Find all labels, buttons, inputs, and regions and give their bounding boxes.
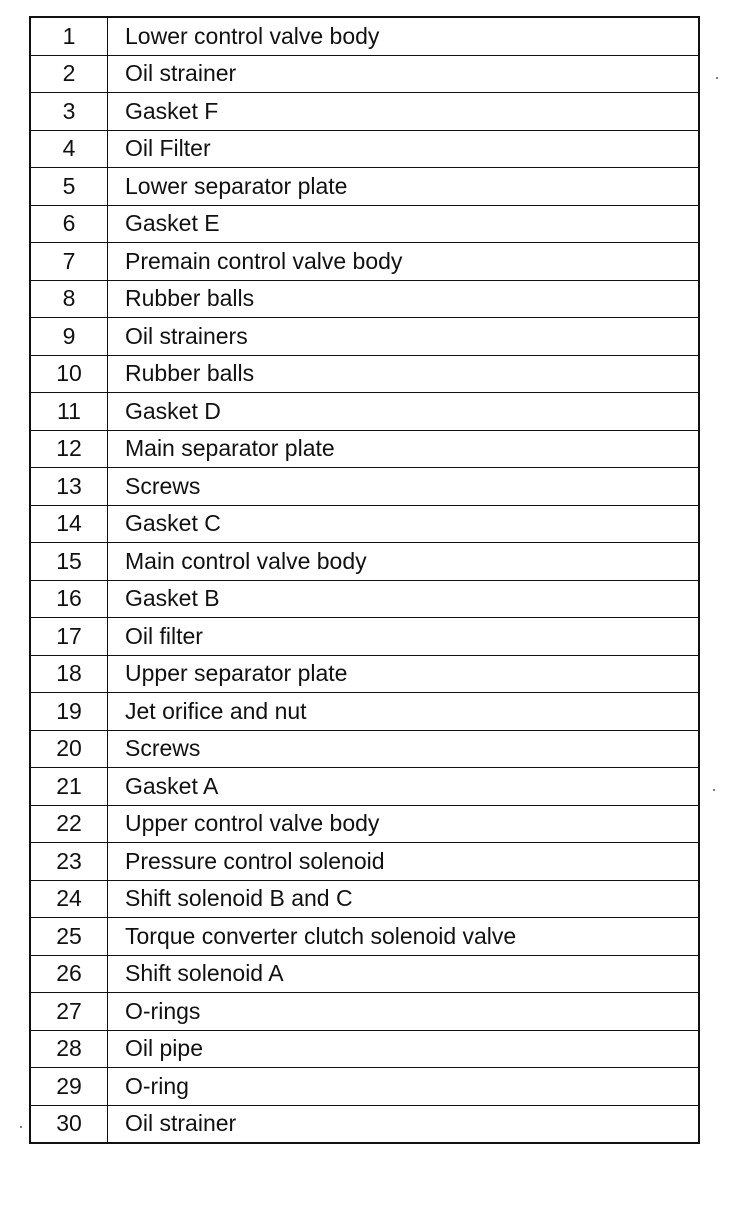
table-row <box>30 17 699 55</box>
table-row <box>30 393 699 431</box>
part-number: 5 <box>30 168 108 206</box>
part-description: Gasket C <box>108 505 700 543</box>
table-row <box>30 543 699 581</box>
part-number: 19 <box>30 693 108 731</box>
part-description: O-rings <box>108 993 700 1031</box>
part-number: 18 <box>30 655 108 693</box>
part-description: Main control valve body <box>108 543 700 581</box>
table-row <box>30 55 699 93</box>
part-number: 24 <box>30 880 108 918</box>
part-number: 11 <box>30 393 108 431</box>
table-row <box>30 1030 699 1068</box>
part-number: 10 <box>30 355 108 393</box>
table-row <box>30 93 699 131</box>
part-description: Gasket B <box>108 580 700 618</box>
part-description: Upper separator plate <box>108 655 700 693</box>
part-description: Gasket F <box>108 93 700 131</box>
part-number: 9 <box>30 318 108 356</box>
part-description: O-ring <box>108 1068 700 1106</box>
part-number: 15 <box>30 543 108 581</box>
table-row <box>30 168 699 206</box>
part-description: Premain control valve body <box>108 243 700 281</box>
part-number: 1 <box>30 17 108 55</box>
part-number: 21 <box>30 768 108 806</box>
table-row <box>30 355 699 393</box>
table-row <box>30 693 699 731</box>
table-row <box>30 205 699 243</box>
part-description: Oil pipe <box>108 1030 700 1068</box>
part-description: Screws <box>108 468 700 506</box>
part-number: 30 <box>30 1105 108 1143</box>
table-row <box>30 618 699 656</box>
parts-table-body <box>30 17 699 1143</box>
part-description: Oil Filter <box>108 130 700 168</box>
table-row <box>30 280 699 318</box>
part-description: Screws <box>108 730 700 768</box>
part-description: Upper control valve body <box>108 805 700 843</box>
part-description: Oil strainer <box>108 55 700 93</box>
scan-speck <box>716 77 718 79</box>
part-number: 27 <box>30 993 108 1031</box>
table-row <box>30 655 699 693</box>
part-number: 25 <box>30 918 108 956</box>
part-number: 4 <box>30 130 108 168</box>
table-row <box>30 430 699 468</box>
table-row <box>30 843 699 881</box>
table-row <box>30 505 699 543</box>
table-row <box>30 580 699 618</box>
table-row <box>30 768 699 806</box>
scan-speck <box>20 1126 22 1128</box>
part-number: 13 <box>30 468 108 506</box>
table-row <box>30 1068 699 1106</box>
table-row <box>30 993 699 1031</box>
table-row <box>30 730 699 768</box>
part-number: 6 <box>30 205 108 243</box>
table-row <box>30 130 699 168</box>
part-description: Rubber balls <box>108 355 700 393</box>
part-number: 23 <box>30 843 108 881</box>
part-description: Pressure control solenoid <box>108 843 700 881</box>
part-number: 3 <box>30 93 108 131</box>
part-description: Gasket D <box>108 393 700 431</box>
part-number: 16 <box>30 580 108 618</box>
parts-table <box>29 16 700 1144</box>
part-number: 28 <box>30 1030 108 1068</box>
part-description: Oil filter <box>108 618 700 656</box>
part-description: Jet orifice and nut <box>108 693 700 731</box>
part-number: 14 <box>30 505 108 543</box>
part-number: 22 <box>30 805 108 843</box>
part-description: Torque converter clutch solenoid valve <box>108 918 700 956</box>
part-number: 12 <box>30 430 108 468</box>
part-description: Main separator plate <box>108 430 700 468</box>
table-row <box>30 880 699 918</box>
table-row <box>30 318 699 356</box>
table-row <box>30 955 699 993</box>
part-description: Rubber balls <box>108 280 700 318</box>
part-number: 7 <box>30 243 108 281</box>
scan-speck <box>713 789 715 791</box>
part-description: Gasket E <box>108 205 700 243</box>
part-description: Oil strainers <box>108 318 700 356</box>
part-description: Oil strainer <box>108 1105 700 1143</box>
part-description: Shift solenoid A <box>108 955 700 993</box>
table-row <box>30 918 699 956</box>
part-number: 26 <box>30 955 108 993</box>
table-row <box>30 468 699 506</box>
part-description: Lower control valve body <box>108 17 700 55</box>
part-number: 29 <box>30 1068 108 1106</box>
part-description: Shift solenoid B and C <box>108 880 700 918</box>
part-number: 8 <box>30 280 108 318</box>
table-row <box>30 1105 699 1143</box>
part-number: 20 <box>30 730 108 768</box>
table-row <box>30 243 699 281</box>
part-number: 17 <box>30 618 108 656</box>
part-description: Lower separator plate <box>108 168 700 206</box>
part-number: 2 <box>30 55 108 93</box>
table-row <box>30 805 699 843</box>
part-description: Gasket A <box>108 768 700 806</box>
